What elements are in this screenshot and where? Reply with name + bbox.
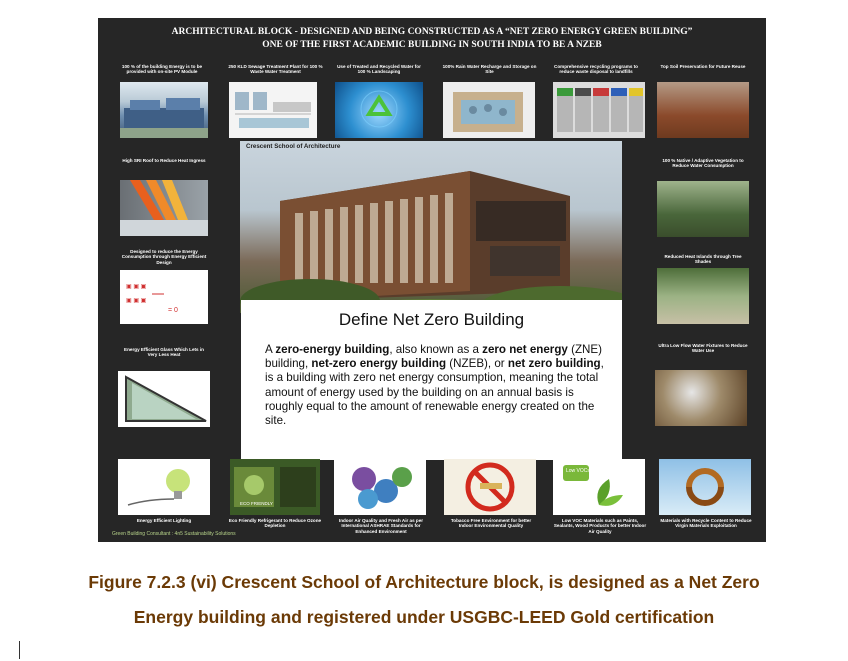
text-cursor	[19, 641, 20, 659]
energy-equation-illustration	[120, 270, 208, 324]
building-rendering	[240, 141, 622, 313]
recycle-loop-illustration	[659, 459, 751, 515]
air-quality-bubbles-illustration	[334, 459, 426, 515]
top-caption-3: Use of Treated and Recycled Water for 100 % Landscaping	[337, 64, 421, 75]
left-caption-3: Energy Efficient Glass Which Lets in Very Less Heat	[124, 347, 204, 358]
bottom-caption-6: Materials with Recycle Content to Reduce Virgin Materials Exploitation	[660, 518, 752, 529]
figure-caption-line2: Energy building and registered under USGBC-LEED Gold certification	[133, 607, 715, 627]
figure-caption-line1: Figure 7.2.3 (vi) Crescent School of Architecture block, is designed as a Net Zero	[88, 572, 760, 592]
def-text-1: A	[265, 343, 276, 356]
poster-title	[98, 26, 766, 52]
poster-title-line2: ONE OF THE FIRST ACADEMIC BUILDING IN SOUTH INDIA TO BE A NZEB	[262, 40, 602, 50]
poster-title-line1: ARCHITECTURAL BLOCK - DESIGNED AND BEING CONSTRUCTED AS A “NET ZERO ENERGY GREEN BUILDING”	[171, 27, 693, 37]
top-caption-4: 100% Rain Water Recharge and Storage on Site	[442, 64, 537, 75]
air-quality-diagram	[334, 459, 426, 515]
top-caption-5: Comprehensive recycling programs to reduce waste disposal to landfills	[554, 64, 638, 75]
eco-badge-text: ECO FRIENDLY	[240, 501, 273, 506]
rainwater-diagram	[443, 82, 535, 138]
stp-diagram-illustration	[229, 82, 317, 138]
solar-panels-illustration	[120, 82, 208, 138]
bottom-caption-5: Low VOC Materials such as Paints, Sealants, Wood Products for better Indoor Air Quality	[553, 518, 647, 534]
right-caption-3: Ultra Low Flow Water Fixtures to Reduce Water Use	[658, 343, 748, 354]
eco-refrigerant-photo	[230, 459, 320, 515]
def-text-4: (NZEB), or	[446, 357, 508, 371]
def-bold-3: net-zero energy building	[311, 357, 447, 371]
bottom-caption-2: Eco Friendly Refrigerant to Reduce Ozone Depletion	[228, 518, 322, 529]
definition-text	[265, 343, 610, 428]
svg-text:= 0: = 0	[168, 307, 178, 314]
top-caption-6: Top Soil Preservation for Future Reuse	[660, 64, 746, 69]
consultant-credit: Green Building Consultant : 4n5 Sustainability Solutions	[112, 531, 236, 537]
def-bold-1: zero-energy building	[275, 343, 390, 356]
bottom-caption-4: Tobacco Free Environment for better Indoor Environmental Quality	[450, 518, 532, 529]
def-bold-4: net zero building	[507, 357, 601, 371]
sewage-plant-diagram	[229, 82, 317, 138]
heat-rays-illustration	[120, 180, 208, 236]
center-photo-label: Crescent School of Architecture	[246, 143, 341, 150]
right-caption-2: Reduced Heat Islands through Tree Shades	[664, 254, 742, 265]
low-voc-sign	[553, 459, 645, 515]
tree-shade-photo	[657, 268, 749, 324]
sri-roof-diagram	[120, 180, 208, 236]
faucet-photo	[655, 370, 747, 426]
def-text-5: , is a building with zero net energy consumption, meaning the total amount of energy used by the building on an annual basis is roughly equal to the amount of renewable energy created on the site.	[265, 357, 604, 428]
left-caption-2: Designed to reduce the Energy Consumption through Energy Efficient Design	[121, 249, 207, 265]
no-smoking-illustration	[444, 459, 536, 515]
recycled-materials-photo	[659, 459, 751, 515]
recycling-bins-photo	[553, 82, 645, 138]
top-caption-2: 250 KLD Sewage Treatment Plant for 100 % Waste Water Treatment	[228, 64, 323, 75]
solar-pv-photo	[120, 82, 208, 138]
glass-frame-illustration	[118, 371, 210, 427]
energy-design-diagram	[120, 270, 208, 324]
def-text-3: (ZNE) building,	[265, 343, 602, 371]
glass-window-photo	[118, 371, 210, 427]
topsoil-photo	[657, 82, 749, 138]
recycling-bins-illustration	[553, 82, 645, 138]
left-caption-1: High SRI Roof to Reduce Heat Ingress	[122, 158, 206, 163]
no-smoking-sign	[444, 459, 536, 515]
definition-panel	[241, 300, 622, 460]
low-voc-illustration	[553, 459, 645, 515]
top-caption-1: 100 % of the building Energy is to be provided with on-site PV Module	[121, 64, 203, 75]
recycle-arrows-illustration	[335, 82, 423, 138]
svg-text:▣ ▣ ▣: ▣ ▣ ▣	[126, 284, 147, 290]
rainwater-tank-illustration	[443, 82, 535, 138]
def-text-2: , also known as a	[389, 343, 483, 356]
bottom-caption-1: Energy Efficient Lighting	[136, 518, 192, 523]
low-voc-label: Low VOCs	[566, 468, 590, 474]
bottom-caption-3: Indoor Air Quality and Fresh Air as per International ASHRAE Standards for Enhanced Environment	[338, 518, 424, 534]
light-bulb-illustration	[118, 459, 210, 515]
building-illustration	[240, 141, 622, 313]
vegetation-photo	[657, 181, 749, 237]
svg-text:▣ ▣ ▣: ▣ ▣ ▣	[126, 298, 147, 304]
eco-badge-illustration	[230, 459, 320, 515]
def-bold-2: zero net energy	[482, 343, 568, 356]
poster-image	[98, 18, 766, 542]
definition-title: Define Net Zero Building	[338, 310, 525, 329]
right-caption-1: 100 % Native / Adaptive Vegetation to Reduce Water Consumption	[662, 158, 744, 169]
recycled-water-photo	[335, 82, 423, 138]
lighting-photo	[118, 459, 210, 515]
